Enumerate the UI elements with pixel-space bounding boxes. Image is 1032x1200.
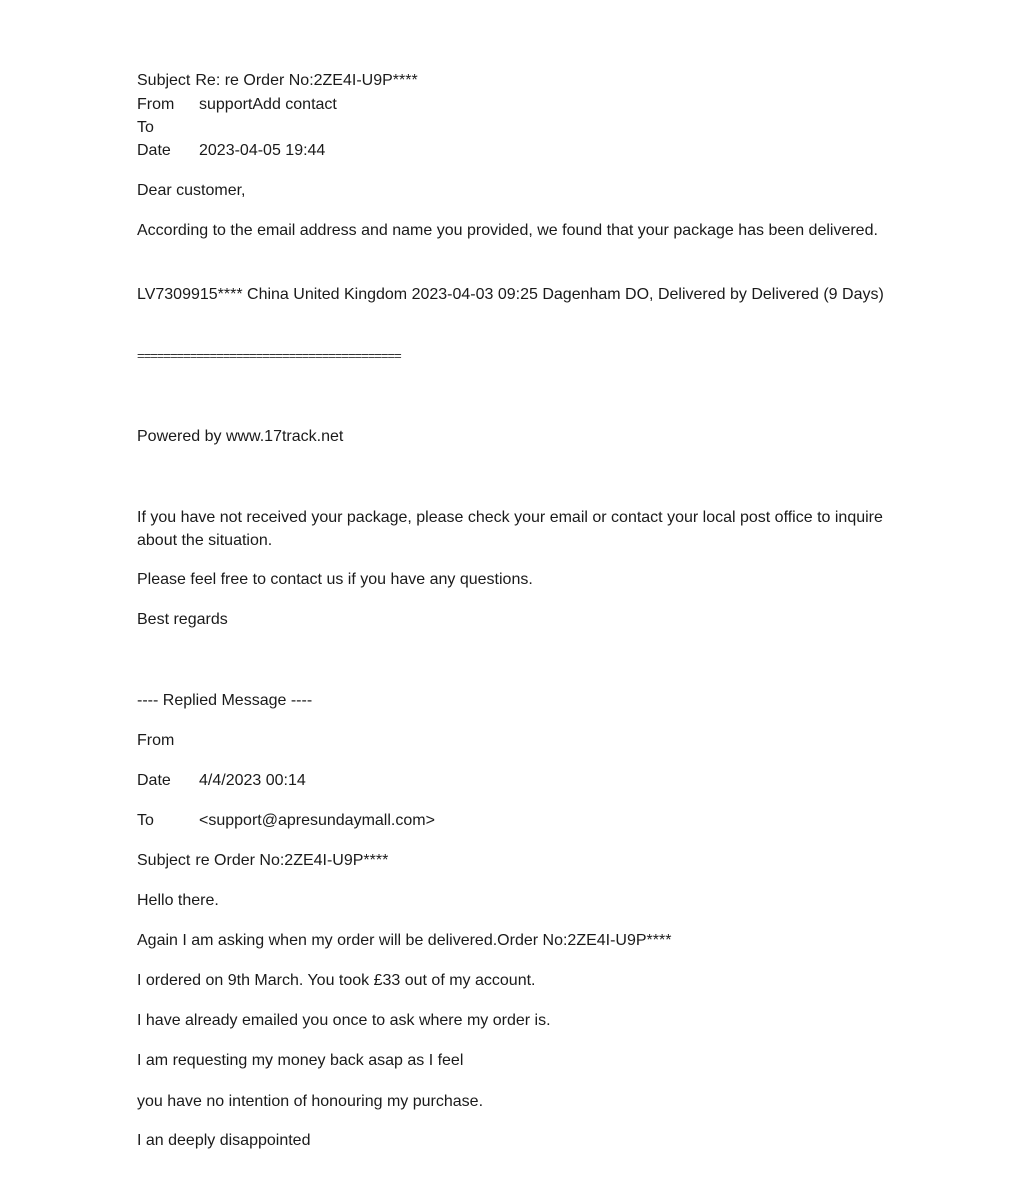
date-value: 2023-04-05 19:44 [199, 142, 326, 159]
replied-subject-row [137, 850, 388, 872]
replied-date-row [137, 770, 306, 792]
date-row [137, 140, 326, 162]
replied-message-heading: ---- Replied Message ---- [137, 692, 313, 709]
replied-date-label: Date [137, 772, 171, 789]
separator-line: ======================================== [137, 348, 401, 363]
replied-from-label: From [137, 732, 175, 749]
replied-to-row [137, 810, 435, 832]
replied-line: I ordered on 9th March. You took £33 out of my account. [137, 972, 536, 989]
replied-line: I am requesting my money back asap as I feel [137, 1052, 464, 1069]
subject-label: Subject [137, 72, 191, 89]
replied-date-value: 4/4/2023 00:14 [199, 772, 306, 789]
replied-line: I have already emailed you once to ask where my order is. [137, 1012, 551, 1029]
delivery-paragraph: According to the email address and name you provided, we found that your package has been delivered. [137, 222, 878, 239]
subject-row [137, 70, 418, 92]
replied-line: Again I am asking when my order will be delivered.Order No:2ZE4I-U9P**** [137, 932, 672, 949]
subject-value: Re: re Order No:2ZE4I-U9P**** [195, 72, 418, 89]
not-received-paragraph: If you have not received your package, please check your email or contact your local post office to inquire about the situation. [137, 509, 883, 549]
greeting: Dear customer, [137, 182, 246, 199]
replied-subject-value: re Order No:2ZE4I-U9P**** [195, 852, 389, 869]
to-row [137, 117, 154, 139]
replied-to-value: <support@apresundaymall.com> [199, 812, 435, 829]
powered-by: Powered by www.17track.net [137, 428, 344, 445]
replied-line: I an deeply disappointed [137, 1132, 311, 1149]
from-row [137, 94, 337, 116]
replied-from-row [137, 730, 174, 752]
sign-off: Best regards [137, 611, 228, 628]
to-label: To [137, 119, 154, 136]
tracking-paragraph: LV7309915**** China United Kingdom 2023-04-03 09:25 Dagenham DO, Delivered by Delivered (9 Days) [137, 286, 884, 303]
from-value: supportAdd contact [199, 96, 337, 113]
replied-line: you have no intention of honouring my purchase. [137, 1093, 484, 1110]
contact-us-paragraph: Please feel free to contact us if you have any questions. [137, 571, 533, 588]
replied-to-label: To [137, 812, 154, 829]
replied-subject-label: Subject [137, 852, 191, 869]
from-label: From [137, 96, 175, 113]
date-label: Date [137, 142, 171, 159]
replied-line: Hello there. [137, 892, 219, 909]
